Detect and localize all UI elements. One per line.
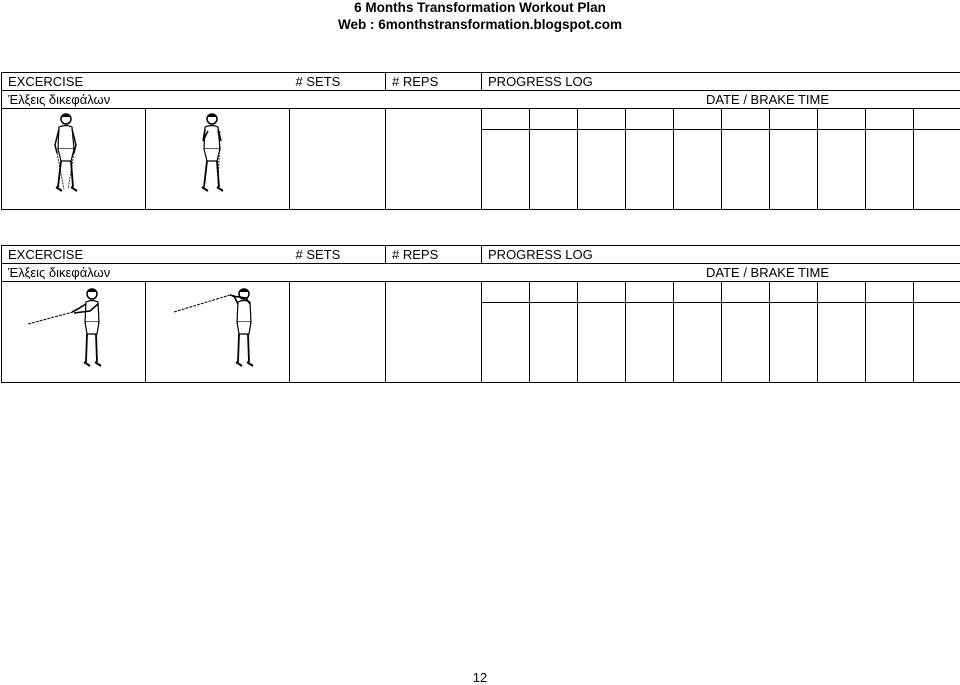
cable-pull-figure [24, 282, 124, 372]
col-exercise-header: EXCERCISE [2, 246, 290, 264]
cable-pull-figure [168, 282, 268, 372]
log-cell[interactable] [866, 130, 914, 210]
date-cell[interactable] [482, 109, 530, 130]
date-cell[interactable] [722, 109, 770, 130]
date-cell[interactable] [914, 109, 960, 130]
log-cell[interactable] [482, 303, 530, 383]
log-cell[interactable] [626, 130, 674, 210]
exercise-figure-cell [146, 282, 290, 383]
date-cell[interactable] [866, 109, 914, 130]
exercise-figure-cell [146, 109, 290, 210]
date-cell[interactable] [530, 109, 578, 130]
date-cell[interactable] [674, 282, 722, 303]
col-progress-header: PROGRESS LOG [482, 73, 960, 91]
date-cell[interactable] [818, 109, 866, 130]
date-cell[interactable] [818, 282, 866, 303]
col-reps-header: # REPS [386, 246, 482, 264]
log-cell[interactable] [914, 303, 960, 383]
workout-table-2 [1, 245, 960, 383]
date-cell[interactable] [674, 109, 722, 130]
page-subtitle: Web : 6monthstransformation.blogspot.com [337, 17, 622, 32]
col-reps-header: # REPS [386, 73, 482, 91]
date-cell[interactable] [626, 109, 674, 130]
date-cell[interactable] [482, 282, 530, 303]
log-cell[interactable] [674, 303, 722, 383]
date-cell[interactable] [578, 109, 626, 130]
col-sets-header: # SETS [290, 246, 386, 264]
log-cell[interactable] [674, 130, 722, 210]
col-exercise-header: EXCERCISE [2, 73, 290, 91]
log-cell[interactable] [770, 303, 818, 383]
date-cell[interactable] [530, 282, 578, 303]
log-cell[interactable] [482, 130, 530, 210]
table-entry-row [2, 282, 960, 303]
log-cell[interactable] [818, 130, 866, 210]
log-cell[interactable] [722, 303, 770, 383]
standing-band-curl-figure [188, 109, 248, 199]
sets-cell[interactable] [290, 109, 386, 210]
log-cell[interactable] [626, 303, 674, 383]
log-cell[interactable] [818, 303, 866, 383]
table-subheader-row [2, 91, 960, 109]
log-cell[interactable] [530, 130, 578, 210]
exercise-name: Έλξεις δικεφάλων [2, 264, 482, 282]
workout-table-1 [1, 72, 960, 210]
log-cell[interactable] [866, 303, 914, 383]
col-sets-header: # SETS [290, 73, 386, 91]
table-header-row [2, 73, 960, 91]
table-subheader-row [2, 264, 960, 282]
col-progress-header: PROGRESS LOG [482, 246, 960, 264]
log-cell[interactable] [530, 303, 578, 383]
sets-cell[interactable] [290, 282, 386, 383]
page-title: 6 Months Transformation Workout Plan [354, 0, 606, 15]
exercise-name: Έλξεις δικεφάλων [2, 91, 482, 109]
exercise-figure-cell [2, 282, 146, 383]
date-cell[interactable] [722, 282, 770, 303]
log-cell[interactable] [722, 130, 770, 210]
date-cell[interactable] [770, 282, 818, 303]
reps-cell[interactable] [386, 109, 482, 210]
table-header-row [2, 246, 960, 264]
log-cell[interactable] [770, 130, 818, 210]
date-cell[interactable] [578, 282, 626, 303]
exercise-figure-cell [2, 109, 146, 210]
reps-cell[interactable] [386, 282, 482, 383]
date-label: DATE / BRAKE TIME [482, 91, 960, 109]
log-cell[interactable] [578, 303, 626, 383]
log-cell[interactable] [578, 130, 626, 210]
date-cell[interactable] [626, 282, 674, 303]
log-cell[interactable] [914, 130, 960, 210]
date-cell[interactable] [866, 282, 914, 303]
date-label: DATE / BRAKE TIME [482, 264, 960, 282]
date-cell[interactable] [770, 109, 818, 130]
standing-band-curl-figure [44, 109, 104, 199]
table-entry-row [2, 109, 960, 130]
date-cell[interactable] [914, 282, 960, 303]
page-number: 12 [472, 670, 488, 685]
